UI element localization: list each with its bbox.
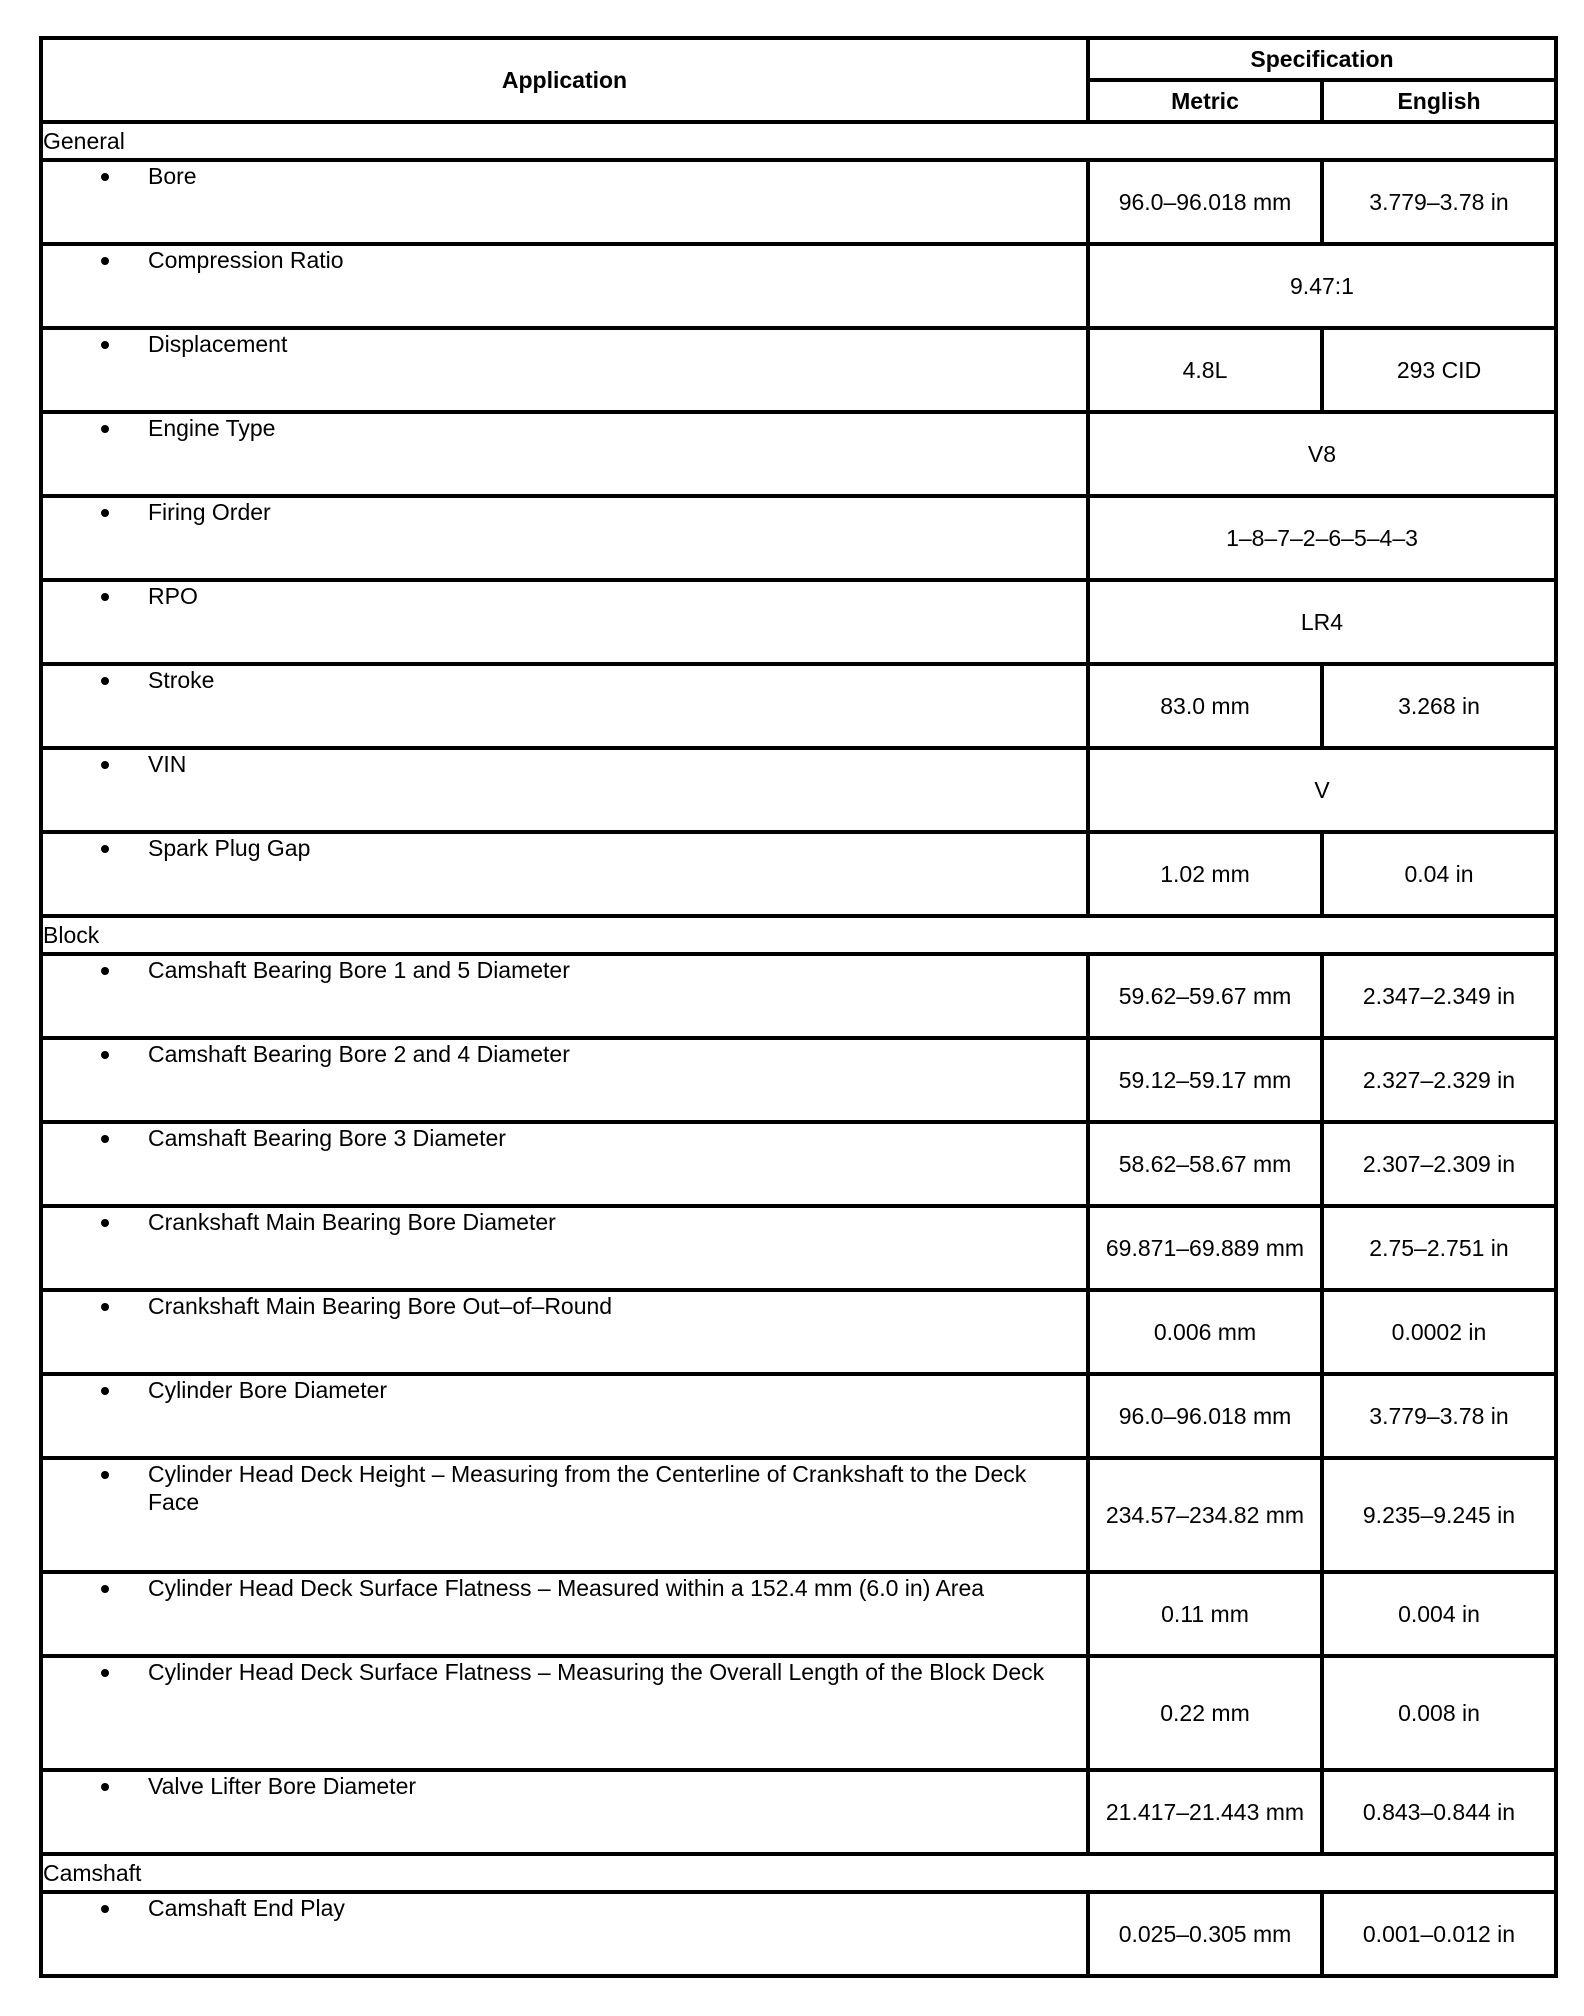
table-row [41,1374,1556,1458]
bullet-icon [101,1219,109,1227]
bullet-icon [101,257,109,265]
english-value: 2.75–2.751 in [1322,1206,1556,1290]
table-row [41,1206,1556,1290]
bullet-icon [101,1387,109,1395]
english-header: English [1322,80,1556,122]
bullet-icon [101,593,109,601]
bullet-icon [101,1783,109,1791]
bullet-icon [101,1051,109,1059]
english-value: 0.001–0.012 in [1322,1892,1556,1976]
bullet-icon [101,967,109,975]
english-value: 3.268 in [1322,664,1556,748]
bullet-icon [101,1669,109,1677]
row-label: RPO [148,583,198,609]
row-label: Stroke [148,667,215,693]
english-value: 0.008 in [1322,1656,1556,1770]
table-row [41,954,1556,1038]
metric-header: Metric [1088,80,1322,122]
row-label: Cylinder Head Deck Surface Flatness – Measuring the Overall Length of the Block Deck [148,1659,1045,1685]
metric-value: 96.0–96.018 mm [1088,1374,1322,1458]
metric-value: 83.0 mm [1088,664,1322,748]
section-title-block: Block [41,916,1556,954]
table-row [41,1290,1556,1374]
table-row [41,832,1556,916]
combined-value: LR4 [1088,580,1556,664]
bullet-icon [101,341,109,349]
row-label: Compression Ratio [148,247,344,273]
row-label: Displacement [148,331,288,357]
bullet-icon [101,509,109,517]
table-row [41,1892,1556,1976]
english-value: 0.0002 in [1322,1290,1556,1374]
metric-value: 96.0–96.018 mm [1088,160,1322,244]
combined-value: 9.47:1 [1088,244,1556,328]
section-title-general: General [41,122,1556,160]
table-row [41,748,1556,832]
english-value: 9.235–9.245 in [1322,1458,1556,1572]
table-row [41,160,1556,244]
metric-value: 1.02 mm [1088,832,1322,916]
bullet-icon [101,1303,109,1311]
bullet-icon [101,845,109,853]
combined-value: V [1088,748,1556,832]
table-row [41,328,1556,412]
combined-value: 1–8–7–2–6–5–4–3 [1088,496,1556,580]
table-row [41,1122,1556,1206]
metric-value: 69.871–69.889 mm [1088,1206,1322,1290]
row-label: Cylinder Head Deck Surface Flatness – Measured within a 152.4 mm (6.0 in) Area [148,1575,985,1601]
bullet-icon [101,1585,109,1593]
row-label: Camshaft Bearing Bore 3 Diameter [148,1125,506,1151]
english-value: 0.843–0.844 in [1322,1770,1556,1854]
section-title-camshaft: Camshaft [41,1854,1556,1892]
english-value: 293 CID [1322,328,1556,412]
english-value: 3.779–3.78 in [1322,1374,1556,1458]
table-row [41,496,1556,580]
bullet-icon [101,677,109,685]
metric-value: 234.57–234.82 mm [1088,1458,1322,1572]
metric-value: 58.62–58.67 mm [1088,1122,1322,1206]
row-label: Crankshaft Main Bearing Bore Diameter [148,1209,556,1235]
metric-value: 59.62–59.67 mm [1088,954,1322,1038]
row-label: VIN [148,751,187,777]
bullet-icon [101,425,109,433]
row-label: Cylinder Bore Diameter [148,1377,388,1403]
english-value: 2.307–2.309 in [1322,1122,1556,1206]
row-label: Valve Lifter Bore Diameter [148,1773,417,1799]
table-row [41,1038,1556,1122]
table-row [41,1770,1556,1854]
english-value: 2.347–2.349 in [1322,954,1556,1038]
row-label: Spark Plug Gap [148,835,311,861]
english-value: 2.327–2.329 in [1322,1038,1556,1122]
row-label: Crankshaft Main Bearing Bore Out–of–Round [148,1293,613,1319]
english-value: 0.004 in [1322,1572,1556,1656]
table-row [41,1458,1556,1572]
bullet-icon [101,1905,109,1913]
metric-value: 0.11 mm [1088,1572,1322,1656]
english-value: 0.04 in [1322,832,1556,916]
table-row [41,412,1556,496]
row-label: Camshaft Bearing Bore 1 and 5 Diameter [148,957,570,983]
row-label: Engine Type [148,415,276,441]
english-value: 3.779–3.78 in [1322,160,1556,244]
bullet-icon [101,761,109,769]
table-row [41,1656,1556,1770]
row-label: Firing Order [148,499,271,525]
metric-value: 0.22 mm [1088,1656,1322,1770]
metric-value: 0.025–0.305 mm [1088,1892,1322,1976]
row-label: Camshaft End Play [148,1895,345,1921]
table-row [41,244,1556,328]
bullet-icon [101,1135,109,1143]
specification-table [39,36,1558,1978]
row-label: Cylinder Head Deck Height – Measuring from the Centerline of Crankshaft to the Deck Face [148,1461,1027,1515]
combined-value: V8 [1088,412,1556,496]
metric-value: 59.12–59.17 mm [1088,1038,1322,1122]
row-label: Camshaft Bearing Bore 2 and 4 Diameter [148,1041,570,1067]
metric-value: 4.8L [1088,328,1322,412]
bullet-icon [101,173,109,181]
table-row [41,1572,1556,1656]
metric-value: 21.417–21.443 mm [1088,1770,1322,1854]
bullet-icon [101,1471,109,1479]
application-header: Application [41,38,1088,122]
metric-value: 0.006 mm [1088,1290,1322,1374]
table-row [41,664,1556,748]
specification-header: Specification [1088,38,1556,80]
row-label: Bore [148,163,197,189]
table-row [41,580,1556,664]
